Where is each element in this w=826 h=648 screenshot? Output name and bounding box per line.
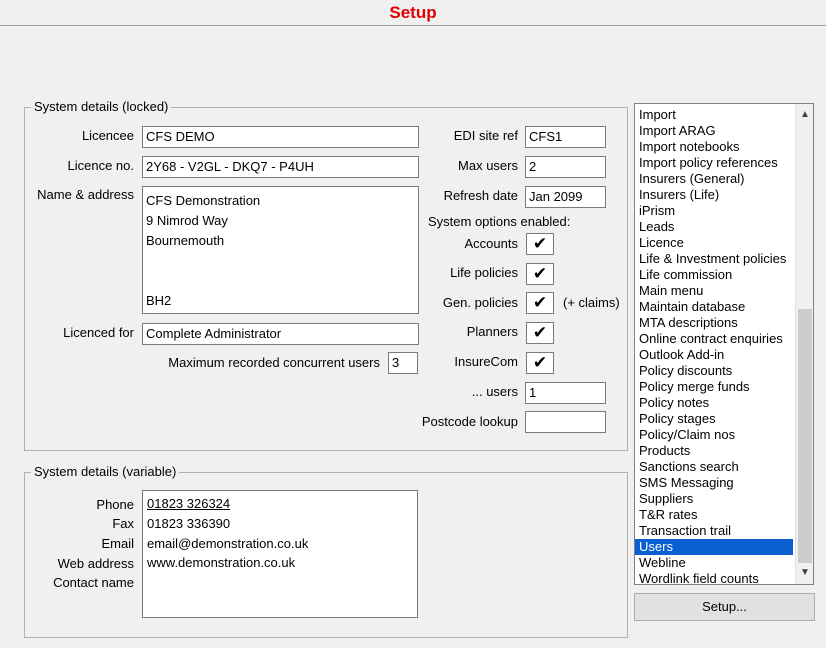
address-line: CFS Demonstration <box>146 193 261 208</box>
setup-button[interactable]: Setup... <box>634 593 815 621</box>
contact-label: Contact name <box>53 575 134 590</box>
setup-options-list[interactable] <box>634 103 814 585</box>
list-item[interactable]: T&R rates <box>639 507 698 522</box>
list-item[interactable]: Transaction trail <box>639 523 731 538</box>
list-item[interactable]: Import notebooks <box>639 139 740 154</box>
list-item[interactable]: Maintain database <box>639 299 746 314</box>
licencee-label: Licencee <box>81 128 134 143</box>
max-recorded-users-field[interactable]: 3 <box>388 352 418 374</box>
list-item[interactable]: Main menu <box>639 283 704 298</box>
email-value: email@demonstration.co.uk <box>147 536 309 551</box>
list-item[interactable]: Sanctions search <box>639 459 739 474</box>
list-item[interactable]: Licence <box>639 235 684 250</box>
list-item[interactable]: Online contract enquiries <box>639 331 783 346</box>
licencee-field[interactable]: CFS DEMO <box>142 126 419 148</box>
list-item[interactable]: Life & Investment policies <box>639 251 787 266</box>
accounts-checkbox[interactable]: ✔ <box>526 233 554 255</box>
scroll-thumb[interactable] <box>798 309 812 563</box>
options-label: System options enabled: <box>428 214 571 229</box>
edi-label: EDI site ref <box>453 128 518 143</box>
life-policies-label: Life policies <box>450 265 518 280</box>
planners-label: Planners <box>466 324 518 339</box>
email-label: Email <box>101 536 134 551</box>
list-item[interactable]: Policy stages <box>639 411 716 426</box>
name-address-label: Name & address <box>37 187 134 202</box>
list-item[interactable]: Policy/Claim nos <box>639 427 736 442</box>
insurecom-checkbox[interactable]: ✔ <box>526 352 554 374</box>
postcode-label: Postcode lookup <box>421 414 518 429</box>
list-item[interactable]: Leads <box>639 219 675 234</box>
max-users-field[interactable]: 2 <box>525 156 606 178</box>
list-item[interactable]: Suppliers <box>639 491 694 506</box>
list-item[interactable]: MTA descriptions <box>639 315 738 330</box>
users-label: ... users <box>471 384 518 399</box>
list-items <box>635 107 793 585</box>
planners-checkbox[interactable]: ✔ <box>526 322 554 344</box>
list-item[interactable]: Life commission <box>639 267 733 282</box>
web-label: Web address <box>57 556 134 571</box>
fax-label: Fax <box>112 516 134 531</box>
address-line: BH2 <box>146 293 172 308</box>
list-item[interactable]: Insurers (Life) <box>639 187 720 202</box>
gen-policies-label: Gen. policies <box>442 295 518 310</box>
refresh-date-label: Refresh date <box>443 188 518 203</box>
list-item[interactable]: Import policy references <box>639 155 778 170</box>
list-item[interactable]: SMS Messaging <box>639 475 734 490</box>
list-item[interactable]: Webline <box>639 555 686 570</box>
phone-value: 01823 326324 <box>147 496 231 511</box>
window-title: Setup <box>0 0 826 26</box>
fax-value: 01823 336390 <box>147 516 231 531</box>
address-line: 9 Nimrod Way <box>146 213 228 228</box>
postcode-field[interactable] <box>525 411 606 433</box>
list-item[interactable]: Users <box>635 539 793 555</box>
locked-group-legend: System details (locked) <box>31 99 171 114</box>
users-field[interactable]: 1 <box>525 382 606 404</box>
gen-policies-checkbox[interactable]: ✔ <box>526 292 554 314</box>
scroll-down-icon[interactable]: ▼ <box>800 567 810 578</box>
variable-details-field[interactable] <box>142 490 418 618</box>
list-item[interactable]: Policy notes <box>639 395 710 410</box>
list-item[interactable]: Wordlink field counts <box>639 571 759 585</box>
max-users-label: Max users <box>458 158 518 173</box>
address-line <box>146 251 415 271</box>
licence-no-label: Licence no. <box>67 158 134 173</box>
list-item[interactable]: Outlook Add-in <box>639 347 725 362</box>
licenced-for-field[interactable]: Complete Administrator <box>142 323 419 345</box>
list-item[interactable]: Policy merge funds <box>639 379 750 394</box>
list-item[interactable]: Products <box>639 443 691 458</box>
list-item[interactable]: Import ARAG <box>639 123 716 138</box>
refresh-date-field[interactable]: Jan 2099 <box>525 186 606 208</box>
list-item[interactable]: iPrism <box>639 203 676 218</box>
claims-note: (+ claims) <box>563 295 620 310</box>
list-item[interactable]: Import <box>639 107 676 122</box>
insurecom-label: InsureCom <box>454 354 518 369</box>
web-value: www.demonstration.co.uk <box>147 555 296 570</box>
list-item[interactable]: Insurers (General) <box>639 171 745 186</box>
address-line <box>146 271 415 291</box>
list-scrollbar[interactable] <box>795 104 813 584</box>
accounts-label: Accounts <box>464 236 518 251</box>
variable-group-legend: System details (variable) <box>31 464 179 479</box>
max-recorded-users-label: Maximum recorded concurrent users <box>168 355 380 370</box>
phone-label: Phone <box>96 497 134 512</box>
licenced-for-label: Licenced for <box>63 325 134 340</box>
licence-no-field[interactable]: 2Y68 - V2GL - DKQ7 - P4UH <box>142 156 419 178</box>
address-field[interactable] <box>142 186 419 314</box>
scroll-up-icon[interactable]: ▲ <box>800 109 810 120</box>
address-line: Bournemouth <box>146 233 225 248</box>
edi-field[interactable]: CFS1 <box>525 126 606 148</box>
list-item[interactable]: Policy discounts <box>639 363 733 378</box>
life-policies-checkbox[interactable]: ✔ <box>526 263 554 285</box>
